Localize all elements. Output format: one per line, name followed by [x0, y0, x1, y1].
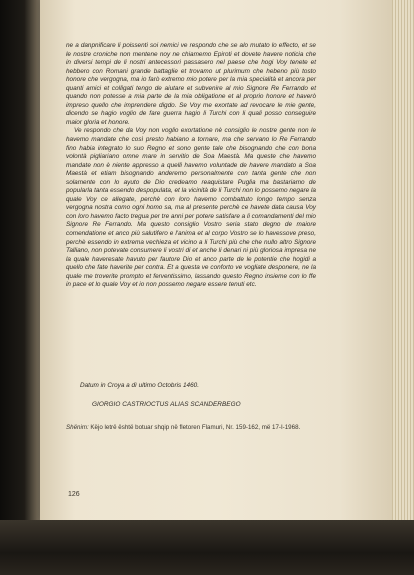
- letter-signature: GIORGIO CASTRIOCTUS ALIAS SCANDERBEGO: [92, 401, 241, 408]
- page-number: 126: [68, 491, 80, 498]
- page-stack-edge: [392, 0, 414, 540]
- footnote: [66, 424, 320, 433]
- letter-body: [66, 42, 316, 290]
- letter-paragraph-1: ne a danpnificare li poissenti soi nemici ve respondo che se alo mutato lo effecto, et se le nostre croniche non mentene noy ne chiamemo Epiroti et dovete havere noticia che in diversi tempi de li nostri antecessori passasero nel paese che hogi Voy tenete et hebbero con Romani grande battaglie et trovamo ut plurimum che hebeno più tosto honore che vergogna, ma io farò extremo mio potere per la mia specialità et ancora per quanti amici et colligati tengo de aiutare et subvenire al mio Signore Re Ferrando et quando non potesse a mia parte de la mia obligatione et al proprio honore et haverò impreso quello che imprendere digdo. Se Voy me exortate ad revocare le mie gente, dicendo se hagio voglio de fare guerra hagio li Turchi con li quali posso conseguire maior gloria et honore.: [66, 42, 316, 126]
- letter-dateline: Datum in Croya a dì ultimo Octobris 1460.: [80, 382, 199, 389]
- bottom-shadow: [0, 520, 414, 575]
- letter-paragraph-2: Ve respondo che da Voy non voglio exortatione nè consiglio le nostre gente non le havemo mandate che così presto habiano a tornare, ma che servano lo Re Ferrando fino habia integrato lo suo Regno et sono gente tale che bisognando che con bona volontà pigliariano omne mare in servitio de Soa Maestà. Ma queste che havemo mandate non è niente appresso a quelli havemo voluntade de havere mandato a Soa Maestà et etiam bisognando anderemo personalmente con tanta gente che non solamente con lo ayuto de Dio credeamo reaquistare Puglia ma bastariamo de popularla tanta essendo despopulata, et la vicinità de li Turchi non lo possemo negare la quale Voy ce allegate, perchè con loro havemo combattuto longo tempo senza vergogna nostra como ogni homo sa, ma al presente perchè ce havete data causa Voy con loro havemo facto tregua per tre anni per potere satisfare a li comandamenti del mio Signore Re Ferrando. Ma questo consiglio Vostro seria stato degno de maiore comendatione et anco più salutifero e l'anima et al corpo Vostro se lo havessove preso, perchè essendo in extrema vechieza et vicino a li Turchi più che che nullo altro Signore Talliano, non potevate consumere li vostri di et anche li denari ni più gloriosa impresa ne la quale haveresate havuto per fautore Dio et anco parte de le potentie che hogidi a quello che fate haverite per contra. Et a questa ve conforto ve vogliate desponere, ne la quale me troverite prompto et ferventissimo, lassando questo Regno insieme con lo ffe in pace et lo quale Voy et io non possemo negare essere tenuti etc.: [66, 127, 316, 289]
- book-gutter-shadow: [0, 0, 44, 520]
- footnote-label: Shënim:: [66, 424, 89, 431]
- footnote-text: Këjo letrë është botuar shqip në fletoren Flamuri, Nr. 159-162, më 17-I-1968.: [88, 424, 301, 431]
